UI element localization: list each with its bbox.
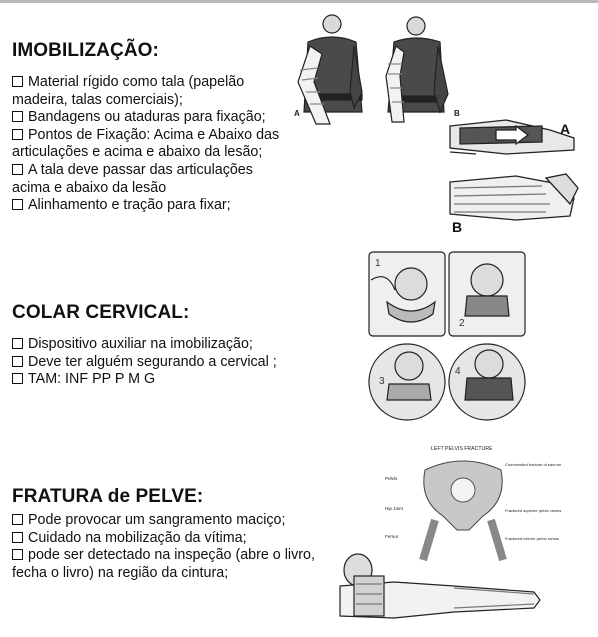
step-4-label: 4 — [455, 366, 461, 377]
list-item: Alinhamento e tração para fixar; — [12, 197, 294, 215]
checkbox-bullet-icon — [12, 129, 23, 140]
cervical-collar-illustration — [367, 250, 527, 424]
figure-a — [298, 15, 362, 124]
section-title-imobilizacao: IMOBILIZAÇÃO: — [12, 40, 159, 61]
checkbox-bullet-icon — [12, 338, 23, 349]
section-colar-cervical — [12, 302, 312, 389]
superior-ramus-label: Fractured superior pelvic ramus — [505, 508, 562, 513]
colar-cervical-list — [12, 336, 312, 389]
list-item: Deve ter alguém segurando a cervical ; — [12, 354, 312, 372]
list-item: Bandagens ou ataduras para fixação; — [12, 109, 294, 127]
section-title-colar-cervical: COLAR CERVICAL: — [12, 302, 190, 323]
pelvis-label: Pelvis — [385, 476, 398, 481]
list-item: Cuidado na mobilização da vítima; — [12, 530, 330, 548]
arm-label-b: B — [454, 109, 460, 118]
top-rule — [0, 0, 598, 3]
checkbox-bullet-icon — [12, 76, 23, 87]
arm-splint-illustration — [288, 12, 466, 140]
sacrum-fracture-label: Comminuted fracture of sacrum — [505, 462, 562, 467]
arm-label-a: A — [294, 109, 300, 118]
inferior-ramus-label: Fractured inferior pelvic ramus — [505, 536, 560, 541]
section-imobilizacao — [12, 40, 294, 215]
list-item: Dispositivo auxiliar na imobilização; — [12, 336, 312, 354]
step-1-label: 1 — [375, 258, 381, 269]
section-title-fratura-pelve: FRATURA de PELVE: — [12, 486, 204, 507]
pelvis-title: LEFT PELVIS FRACTURE — [431, 446, 493, 452]
leg-splint-illustration — [446, 108, 586, 236]
list-item: Material rígido como tala (papelão madeira, talas comerciais); — [12, 74, 245, 108]
checkbox-bullet-icon — [12, 164, 23, 175]
leg-label-a: A — [560, 121, 571, 137]
list-item: Pode provocar um sangramento maciço; — [12, 512, 330, 530]
list-item: Pontos de Fixação: Acima e Abaixo das articulações e acima e abaixo da lesão; — [12, 126, 280, 161]
leg-label-b: B — [452, 219, 463, 235]
checkbox-bullet-icon — [12, 199, 23, 210]
figure-b — [386, 17, 448, 122]
femur-label: Femur — [385, 534, 399, 539]
section-fratura-pelve — [12, 486, 330, 582]
checkbox-bullet-icon — [12, 549, 23, 560]
checkbox-bullet-icon — [12, 373, 23, 384]
imobilizacao-list — [12, 74, 294, 215]
hip-joint-label: Hip Joint — [385, 506, 403, 511]
checkbox-bullet-icon — [12, 356, 23, 367]
list-item: TAM: INF PP P M G — [12, 371, 312, 389]
checkbox-bullet-icon — [12, 532, 23, 543]
list-item: A tala deve passar das articulações acima e abaixo da lesão — [12, 161, 253, 196]
list-item: pode ser detectado na inspeção (abre o livro, fecha o livro) na região da cintura; — [12, 547, 315, 581]
step-3-label: 3 — [379, 376, 385, 387]
step-2-label: 2 — [459, 318, 465, 329]
checkbox-bullet-icon — [12, 514, 23, 525]
pelvic-binding-illustration — [334, 546, 548, 634]
checkbox-bullet-icon — [12, 111, 23, 122]
fratura-pelve-list — [12, 512, 330, 582]
